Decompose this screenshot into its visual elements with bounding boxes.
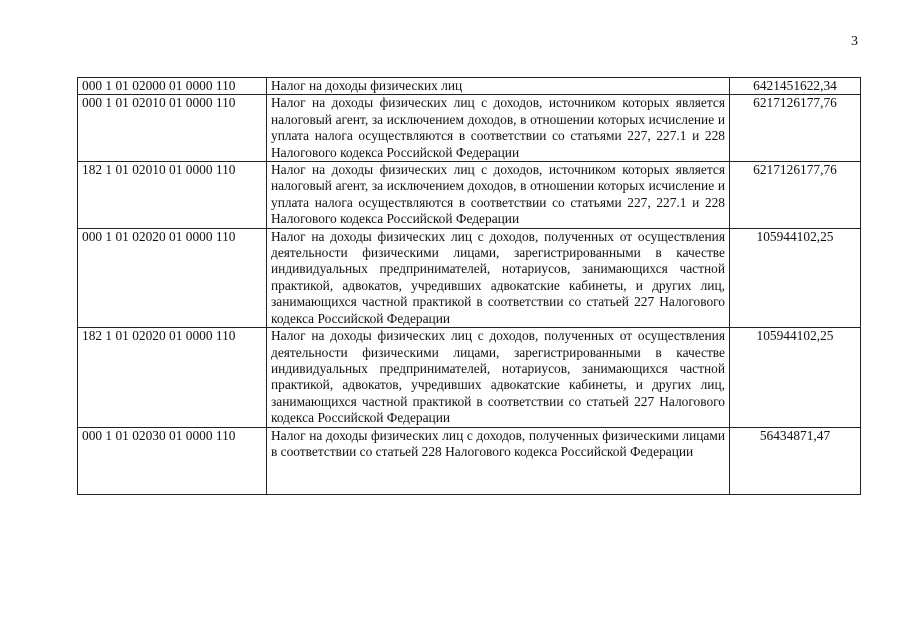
table-row <box>78 328 861 427</box>
budget-classification-code: 182 1 01 02010 01 0000 110 <box>78 162 267 229</box>
table-row <box>78 95 861 162</box>
budget-revenue-table <box>77 77 861 495</box>
page-number: 3 <box>851 34 858 49</box>
revenue-name: Налог на доходы физических лиц с доходов, полученных физическими лицами в соответствии со статьей 228 Налогового кодекса Российской Федерации <box>267 427 730 494</box>
table-row <box>78 162 861 229</box>
table-row <box>78 78 861 95</box>
revenue-amount: 6421451622,34 <box>730 78 861 95</box>
revenue-name: Налог на доходы физических лиц <box>267 78 730 95</box>
revenue-amount: 6217126177,76 <box>730 95 861 162</box>
table-row <box>78 427 861 494</box>
revenue-amount: 105944102,25 <box>730 228 861 327</box>
budget-classification-code: 000 1 01 02030 01 0000 110 <box>78 427 267 494</box>
revenue-name: Налог на доходы физических лиц с доходов, полученных от осуществления деятельности физическими лицами, зарегистрированными в качестве индивидуальных предпринимателей, нотариусов, занимающихся частной практикой, адвокатов, учредивших адвокатские кабинеты, и других лиц, занимающихся частной практикой в соответствии со статьей 227 Налогового кодекса Российской Федерации <box>267 328 730 427</box>
budget-classification-code: 000 1 01 02010 01 0000 110 <box>78 95 267 162</box>
budget-classification-code: 182 1 01 02020 01 0000 110 <box>78 328 267 427</box>
revenue-name: Налог на доходы физических лиц с доходов, полученных от осуществления деятельности физическими лицами, зарегистрированными в качестве индивидуальных предпринимателей, нотариусов, занимающихся частной практикой, адвокатов, учредивших адвокатские кабинеты, и других лиц, занимающихся частной практикой в соответствии со статьей 227 Налогового кодекса Российской Федерации <box>267 228 730 327</box>
revenue-amount: 6217126177,76 <box>730 162 861 229</box>
budget-classification-code: 000 1 01 02020 01 0000 110 <box>78 228 267 327</box>
table-row <box>78 228 861 327</box>
revenue-amount: 105944102,25 <box>730 328 861 427</box>
revenue-name: Налог на доходы физических лиц с доходов, источником которых является налоговый агент, за исключением доходов, в отношении которых исчисление и уплата налога осуществляются в соответствии со статьями 227, 227.1 и 228 Налогового кодекса Российской Федерации <box>267 95 730 162</box>
budget-classification-code: 000 1 01 02000 01 0000 110 <box>78 78 267 95</box>
revenue-amount: 56434871,47 <box>730 427 861 494</box>
revenue-name: Налог на доходы физических лиц с доходов, источником которых является налоговый агент, за исключением доходов, в отношении которых исчисление и уплата налога осуществляются в соответствии со статьями 227, 227.1 и 228 Налогового кодекса Российской Федерации <box>267 162 730 229</box>
